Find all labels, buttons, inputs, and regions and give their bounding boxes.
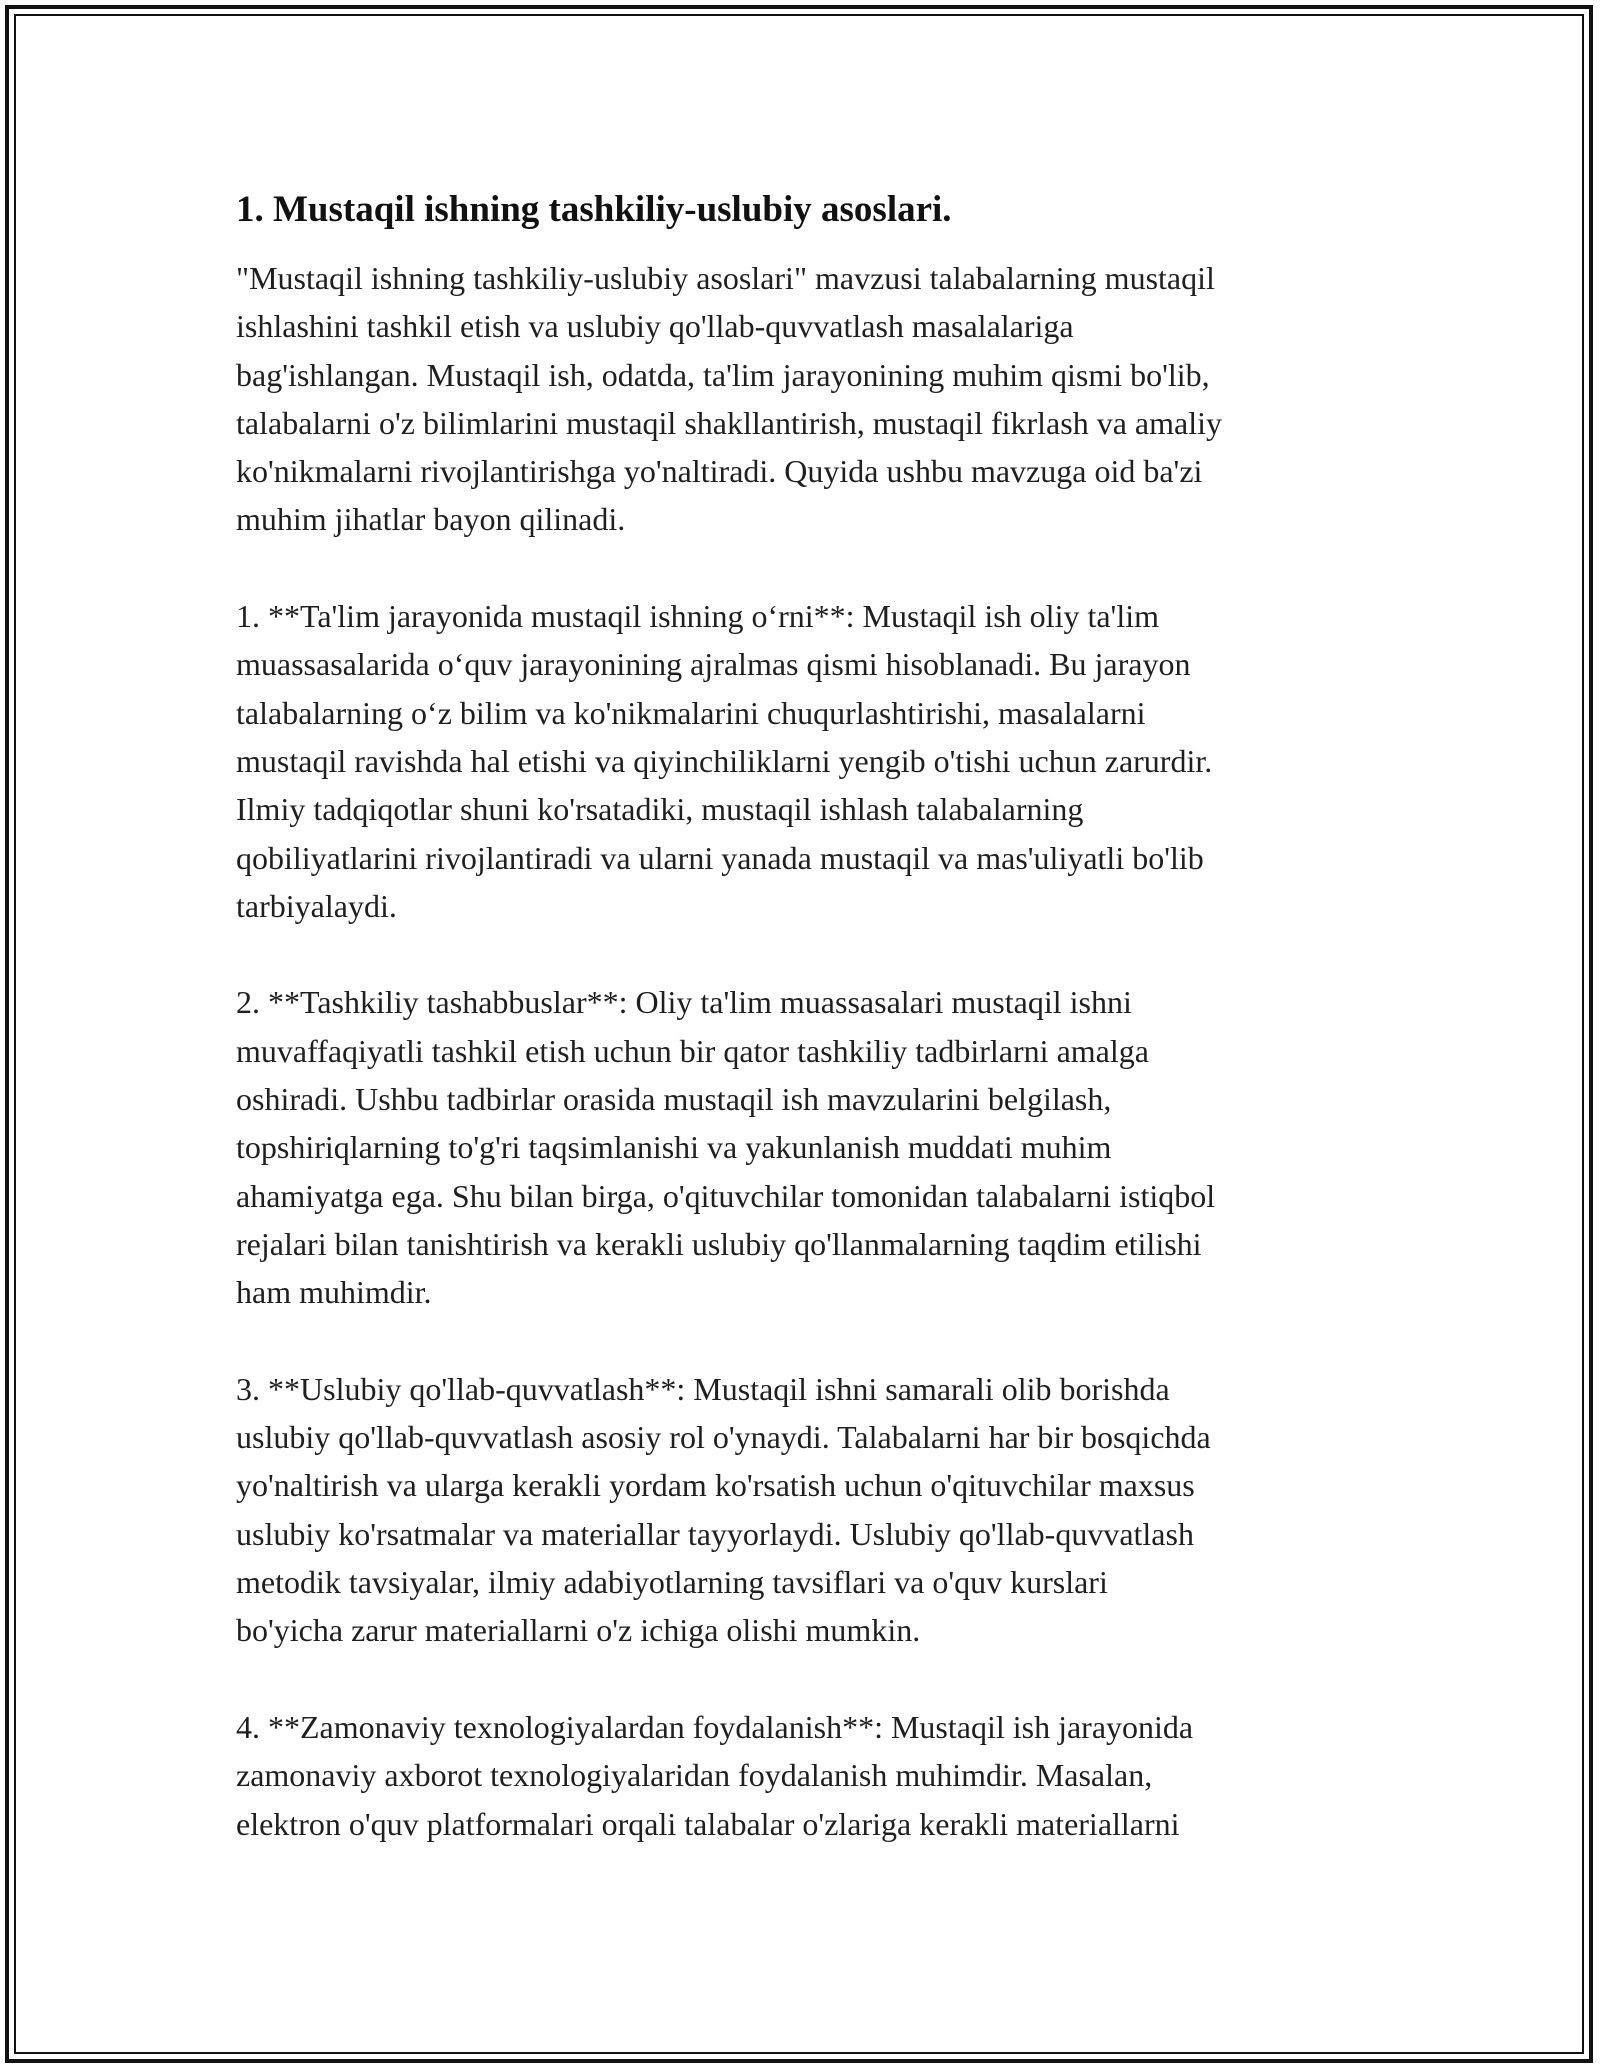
paragraph-intro: "Mustaqil ishning tashkiliy-uslubiy asoslari" mavzusi talabalarning mustaqil ishlashini tashkil etish va uslubiy qo'llab-quvvatlash masalalariga bag'ishlangan. Mustaqil ish, odatda, ta'lim jarayonining muhim qismi bo'lib, talabalarni o'z bilimlarini mustaqil shakllantirish, mustaqil fikrlash va amaliy ko'nikmalarni rivojlantirishga yo'naltiradi. Quyida ushbu mavzuga oid ba'zi muhim jihatlar bayon qilinadi. [236,260,1222,538]
document-title: 1. Mustaqil ishning tashkiliy-uslubiy asoslari. [236,189,952,230]
paragraph-point-2: 2. **Tashkiliy tashabbuslar**: Oliy ta'lim muassasalari mustaqil ishni muvaffaqiyatli tashkil etish uchun bir qator tashkiliy tadbirlarni amalga oshiradi. Ushbu tadbirlar orasida mustaqil ish mavzularini belgilash, topshiriqlarning to'g'ri taqsimlanishi va yakunlanish muddati muhim ahamiyatga ega. Shu bilan birga, o'qituvchilar tomonidan talabalarni istiqbol rejalari bilan tanishtirish va kerakli uslubiy qo'llanmalarning taqdim etilishi ham muhimdir. [236,984,1216,1311]
paragraph-point-4: 4. **Zamonaviy texnologiyalardan foydalanish**: Mustaqil ish jarayonida zamonaviy axborot texnologiyalaridan foydalanish muhimdir. Masalan, elektron o'quv platformalari orqali talabalar o'zlariga kerakli materiallarni [236,1708,1194,1842]
paragraph-point-3: 3. **Uslubiy qo'llab-quvvatlash**: Mustaqil ishni samarali olib borishda uslubiy qo'llab-quvvatlash asosiy rol o'ynaydi. Talabalarni har bir bosqichda yo'naltirish va ularga kerakli yordam ko'rsatish uchun o'qituvchilar maxsus uslubiy ko'rsatmalar va materiallar tayyorlaydi. Uslubiy qo'llab-quvvatlash metodik tavsiyalar, ilmiy adabiyotlarning tavsiflari va o'quv kurslari bo'yicha zarur materiallarni o'z ichiga olishi mumkin. [236,1370,1211,1649]
document-body [236,186,1376,1896]
paragraph-point-1: 1. **Ta'lim jarayonida mustaqil ishning o‘rni**: Mustaqil ish oliy ta'lim muassasalarida o‘quv jarayonining ajralmas qismi hisoblanadi. Bu jarayon talabalarning o‘z bilim va ko'nikmalarini chuqurlashtirishi, masalalarni mustaqil ravishda hal etishi va qiyinchiliklarni yengib o'tishi uchun zarurdir. Ilmiy tadqiqotlar shuni ko'rsatadiki, mustaqil ishlash talabalarning qobiliyatlarini rivojlantiradi va ularni yanada mustaqil va mas'uliyatli bo'lib tarbiyalaydi. [236,598,1213,924]
